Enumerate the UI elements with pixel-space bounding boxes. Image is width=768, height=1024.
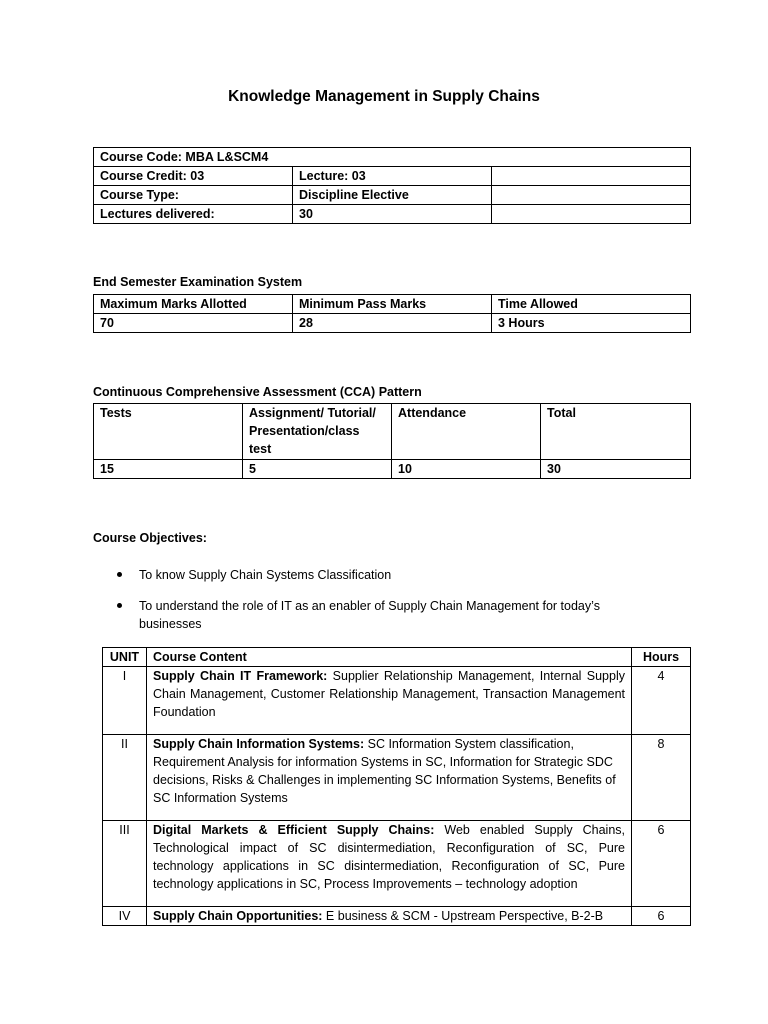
units-header: Course Content <box>147 648 632 667</box>
unit-title: Supply Chain IT Framework: <box>153 669 328 683</box>
cca-heading: Continuous Comprehensive Assessment (CCA) Pattern <box>93 385 422 399</box>
exam-header: Maximum Marks Allotted <box>94 295 293 314</box>
objective-item: To understand the role of IT as an enabler of Supply Chain Management for today’s businesses <box>139 599 600 631</box>
units-table <box>102 647 691 926</box>
unit-number: IV <box>103 907 147 926</box>
course-type-label: Course Type: <box>94 186 293 205</box>
bullet-icon <box>117 572 122 577</box>
unit-text: E business & SCM - Upstream Perspective, B-2-B <box>322 909 604 923</box>
cca-value: 30 <box>541 460 691 479</box>
empty-cell <box>492 186 691 205</box>
units-header: Hours <box>632 648 691 667</box>
unit-title: Digital Markets & Efficient Supply Chains: <box>153 823 435 837</box>
cca-table <box>93 403 691 479</box>
objective-item: To know Supply Chain Systems Classification <box>139 568 392 582</box>
unit-number: III <box>103 821 147 907</box>
exam-heading: End Semester Examination System <box>93 275 303 289</box>
exam-header: Time Allowed <box>492 295 691 314</box>
cca-value: 5 <box>243 460 392 479</box>
bullet-icon <box>117 603 122 608</box>
unit-number: II <box>103 735 147 821</box>
course-code: Course Code: MBA L&SCM4 <box>94 148 691 167</box>
empty-cell <box>492 205 691 224</box>
empty-cell <box>492 167 691 186</box>
unit-text: Web enabled Supply Chains, Technological impact of SC disintermediation, Reconfiguration of SC, Pure technology applications in SC disintermediation, Reconfiguration of SC, Pure technology applications in SC, Process Improvements – technology adoption <box>153 823 626 891</box>
document-title: Knowledge Management in Supply Chains <box>228 88 540 105</box>
unit-number: I <box>103 667 147 735</box>
unit-hours: 8 <box>632 735 691 821</box>
unit-text: Supplier Relationship Management, Internal Supply Chain Management, Customer Relationship Management, Transaction Management Foundation <box>153 669 625 719</box>
unit-hours: 6 <box>632 907 691 926</box>
course-lecture: Lecture: 03 <box>293 167 492 186</box>
cca-header: Assignment/ Tutorial/ Presentation/class test <box>243 404 392 460</box>
exam-value: 3 Hours <box>492 314 691 333</box>
exam-value: 28 <box>293 314 492 333</box>
exam-value: 70 <box>94 314 293 333</box>
cca-value: 15 <box>94 460 243 479</box>
unit-content <box>147 667 632 735</box>
cca-header: Attendance <box>392 404 541 460</box>
unit-hours: 4 <box>632 667 691 735</box>
exam-table <box>93 294 691 333</box>
exam-header: Minimum Pass Marks <box>293 295 492 314</box>
course-type-value: Discipline Elective <box>293 186 492 205</box>
unit-text: SC Information System classification, Requirement Analysis for information Systems in SC, Information for Strategic SDC decisions, Risks & Challenges in implementing SC Information Systems, Benefits of SC Information Systems <box>153 737 616 805</box>
cca-header: Tests <box>94 404 243 460</box>
unit-hours: 6 <box>632 821 691 907</box>
lectures-delivered-value: 30 <box>293 205 492 224</box>
cca-header: Total <box>541 404 691 460</box>
unit-title: Supply Chain Information Systems: <box>153 737 365 751</box>
course-info-table <box>93 147 691 224</box>
lectures-delivered-label: Lectures delivered: <box>94 205 293 224</box>
unit-title: Supply Chain Opportunities: <box>153 909 323 923</box>
unit-content <box>147 907 632 926</box>
cca-value: 10 <box>392 460 541 479</box>
unit-content <box>147 821 632 907</box>
units-header: UNIT <box>103 648 147 667</box>
objectives-heading: Course Objectives: <box>93 531 207 545</box>
unit-content <box>147 735 632 821</box>
course-credit: Course Credit: 03 <box>94 167 293 186</box>
